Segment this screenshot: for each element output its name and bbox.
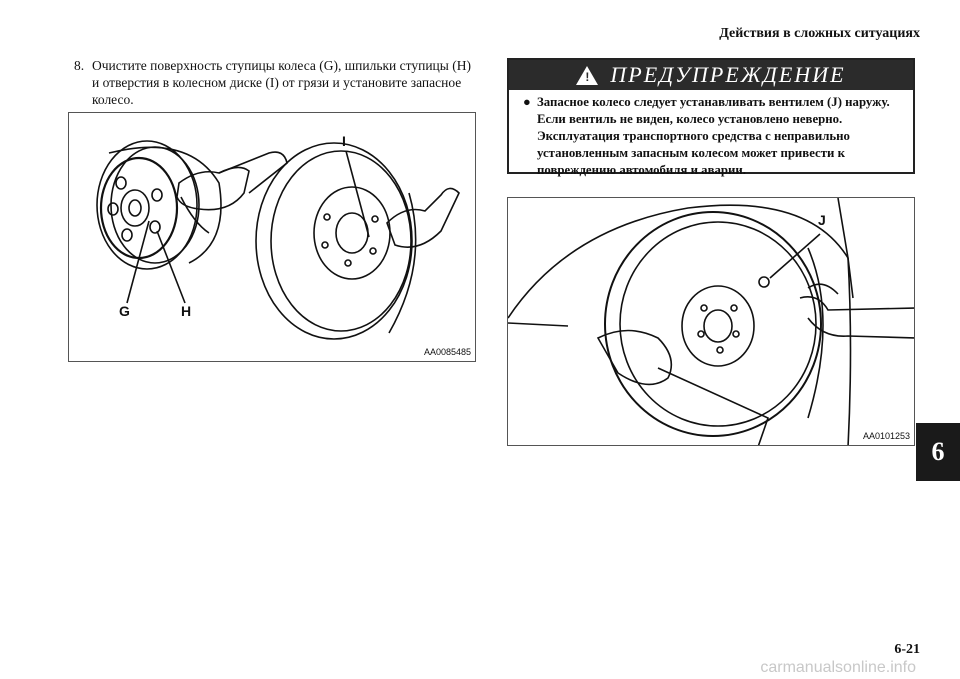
page-number: 6-21 [894, 642, 920, 657]
page-header-title: Действия в сложных ситуациях [719, 26, 920, 41]
warning-body [509, 90, 913, 179]
figure-left-code: AA0085485 [423, 347, 471, 357]
wheel-mounting-figure [507, 197, 915, 446]
step-number: 8. [74, 58, 85, 73]
warning-title: ПРЕДУПРЕЖДЕНИЕ [610, 62, 846, 87]
warning-header [509, 60, 913, 90]
hub-cleaning-illustration [69, 113, 476, 362]
figure-right-code: AA0101253 [862, 431, 910, 441]
label-i: I [342, 133, 346, 149]
warning-box [507, 58, 915, 177]
warning-text: Запасное колесо следует устанавливать вентилем (J) наружу. Если вентиль не виден, колесо установлено неверно. Эксплуатация транспортного средства с неправильно установленным запасным колесом может привести к повреждению автомобиля и аварии. [537, 95, 890, 177]
label-g: G [119, 303, 130, 319]
chapter-tab: 6 [916, 423, 960, 481]
label-h: H [181, 303, 192, 319]
watermark-text: carmanualsonline.info [760, 659, 916, 676]
label-j: J [818, 212, 826, 228]
step-text: Очистите поверхность ступицы колеса (G), шпильки ступицы (H) и отверстия в колесном диске (I) от грязи и установите запасное колесо. [92, 58, 471, 107]
bullet-icon: ● [523, 95, 531, 109]
wheel-mounting-illustration [508, 198, 915, 446]
instruction-step [74, 57, 474, 108]
hub-cleaning-figure [68, 112, 476, 362]
warning-triangle-icon: ! [576, 66, 598, 85]
